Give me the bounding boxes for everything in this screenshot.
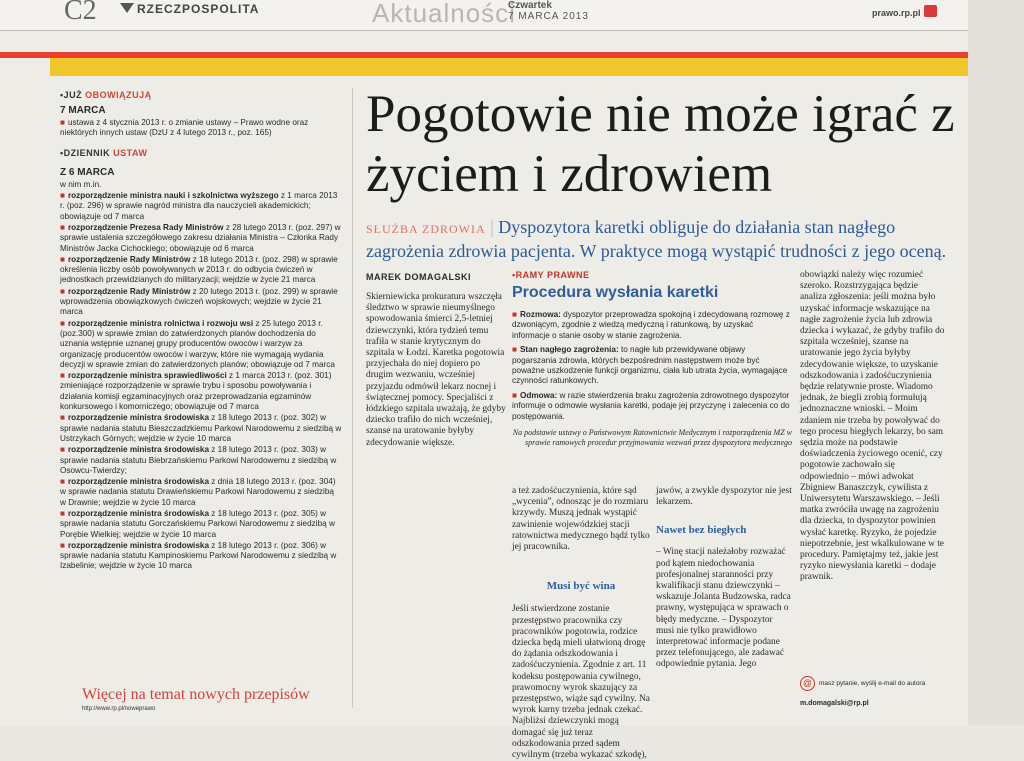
eagle-icon xyxy=(120,3,134,13)
box-paragraph: ■ Odmowa: w razie stwierdzenia braku zagrożenia zdrowotnego dyspozytor informuje o odmowie wysłania karetki, podaje jej przyczynę i zalecenia co do postępowania. xyxy=(512,390,790,421)
box-caption: Na podstawie ustawy o Państwowym Ratownictwie Medycznym i rozporządzenia MZ w sprawie ramowych procedur przyjmowania wezwań przez dyspozytora medycznego xyxy=(512,428,792,448)
law-item: ■ rozporządzenie Prezesa Rady Ministrów z 28 lutego 2013 r. (poz. 297) w sprawie ustalenia szczegółowego zakresu działania Ministra – Członka Rady Ministrów Jacka Cichockiego; obowiązuje od 6 marca xyxy=(60,222,341,253)
legal-box xyxy=(512,270,792,475)
feedback-line xyxy=(800,676,950,691)
feedback-text: masz pytanie, wyślij e-mail do autora xyxy=(819,680,926,688)
site-url: prawo.rp.pl xyxy=(872,8,921,18)
page-header xyxy=(0,0,1024,31)
law-item: ■ rozporządzenie ministra rolnictwa i rozwoju wsi z 25 lutego 2013 r. (poz.300) w sprawie zmian do zatwierdzonych planów dochodzenia do uznania wstępnie uznanej grupy producentów owoców i warzyw za organizację producentów owoców i warzyw, które nie wymagają wydania decyzji w sprawie zmian do zatwierdzonych planów; obowiązuje od 7 marca xyxy=(60,318,335,369)
law-item: ■ rozporządzenie ministra środowiska z 18 lutego 2013 r. (poz. 305) w sprawie nadania statutu Gorczańskiemu Parkowi Narodowemu z siedzibą w Porębie Wielkiej; wejdzie w życie 10 marca xyxy=(60,508,335,539)
page-edge xyxy=(968,0,1024,725)
law-item: ■ rozporządzenie ministra nauki i szkolnictwa wyższego z 1 marca 2013 r. (poz. 296) w sprawie nagród ministra dla nauczycieli akademickich; obowiązuje od 7 marca xyxy=(60,191,338,221)
sidebar-note: w nim m.in. xyxy=(60,179,102,189)
more-url[interactable]: http://www.rp.pl/noweprawo xyxy=(82,706,156,712)
law-item: ■ rozporządzenie Rady Ministrów z 20 lutego 2013 r. (poz. 299) w sprawie wprowadzenia obowiązkowych ćwiczeń wojskowych; wejdzie w życie 21 marca xyxy=(60,286,338,317)
yellow-band xyxy=(50,58,970,76)
box-heading: •RAMY PRAWNE xyxy=(512,270,590,280)
box-paragraph: ■ Rozmowa: dyspozytor przeprowadza spokojną i zdecydowaną rozmowę z dzwoniącym, zgodnie z wiedzą medyczną i ratunkową, by uzyskać informacje o stanie osoby w stanie zagrożenia. xyxy=(512,310,790,340)
subheading-1: Musi być wina xyxy=(546,580,616,593)
law-item: ■ rozporządzenie ministra środowiska z dnia 18 lutego 2013 r. (poz. 304) w sprawie nadania statutu Drawieńskiemu Parkowi Narodowemu z siedzibą w Drawnie; wejdzie w życie 10 marca xyxy=(60,477,336,507)
article-column-4: obowiązki należy więc rozumieć szeroko. Rozstrzygająca będzie analiza zgłoszenia: jeśli można było uzyskać informacje wskazujące na nagłe zagrożenie życia lub zdrowia dziecka i wykazać, że gdyby trafiło do szpitala wcześniej, szanse na uratowanie jego życia byłyby zdecydowanie większe, to uzyskanie odszkodowania i zadośćuczynienia będzie relatywnie proste. Wiadomo jednak, że biegli zrobią formułują jednoznaczne wnioski. – Moim zdaniem nie trzeba by powoływać do tego procesu biegłych lekarzy, bo sam sędzia może na podstawie doświadczenia życiowego ocenić, czy pogotowie zachowało się odpowiednio – mówi adwokat Zbigniew Banaszczyk, cywilista z Uniwersytetu Warszawskiego. – Jeśli matka zwróciła uwagę na zagrożeniu dla dziecka, to dyspozytor powinien wysłać karetkę. Ryzyko, że pojedzie niepotrzebnie, jest wkalkulowane w te procedury. Pamiętajmy też, jakie jest ryzyko niewysłania karetki – dodaje prawnik. xyxy=(800,270,945,583)
issue-date: 7 MARCA 2013 xyxy=(508,11,589,22)
law-item: ■ rozporządzenie Rady Ministrów z 18 lutego 2013 r. (poz. 298) w sprawie określenia liczby osób powoływanych w 2013 r. do odbycia ćwiczeń w jednostkach przewidzianych do militaryzacji; wejdzie w życie 21 marca xyxy=(60,254,338,285)
page-number: C2 xyxy=(64,0,97,26)
author-email[interactable]: m.domagalski@rp.pl xyxy=(800,700,869,707)
box-paragraph: ■ Stan nagłego zagrożenia: to nagłe lub przewidywane objawy pogarszania zdrowia, których bezpośrednim następstwem może być poważne uszkodzenie funkcji organizmu, ciała lub utrata życia, wymagające czynności ratunkowych. xyxy=(512,345,788,386)
sidebar-heading-a: •JUŻ OBOWIĄZUJĄ xyxy=(60,90,152,100)
column-text: – Winę stacji należałoby rozważać pod kątem niedochowania profesjonalnej staranności przy kwalifikacji stanu dziewczynki – wskazuje Jolanta Budzowska, radca prawny, występująca w sprawach o błędy medyczne. – Dyspozytor musi nie tylko prawidłowo interpretować informacje podane przez telefonującego, ale zadawać odpowiednie pytania. Jego xyxy=(656,547,791,670)
publication-label: RZECZPOSPOLITA xyxy=(137,2,260,16)
sidebar-date-a: 7 MARCA xyxy=(60,105,106,117)
law-item: ■ rozporządzenie ministra środowiska z 18 lutego 2013 r. (poz. 302) w sprawie nadania statutu Bieszczadzkiemu Parkowi Narodowemu z siedzibą w Ustrzykach Górnych; wejdzie w życie 10 marca xyxy=(60,413,342,443)
publication-name xyxy=(120,2,259,16)
article-column-2 xyxy=(512,486,650,761)
column-text: Jeśli stwierdzone zostanie przestępstwo pracownika czy pracowników pogotowia, rodzice dziecka będą mieli ułatwioną drogę do żądania odszkodowania i zadośćuczynienia. Zgodnie z art. 11 kodeksu postępowania cywilnego, prawomocny wyrok skazujący za przestępstwo, wiąże sąd cywilny. Na wyrok karny trzeba jednak czekać. Najbliżsi dziewczynki mogą domagać się już teraz odszkodowania przed sądem cywilnym (trzeba wykazać szkodę), xyxy=(512,604,650,761)
article-column-1: Skierniewicka prokuratura wszczęła śledztwo w sprawie nieumyślnego spowodowania śmierci 2,5-letniej dziewczynki, która tydzień temu trafiła w stanie krytycznym do szpitala w Łodzi. Karetka pogotowia przyjechała do niej dopiero po drugim wezwaniu, wcześniej przyjazdu odmówił lekarz nocnej i świątecznej pomocy. Specjaliści z łódzkiego szpitala uważają, że gdyby dziecko trafiło do nich wcześniej, szanse na uratowanie byłyby zdecydowanie większe. xyxy=(366,292,506,448)
article-author: MAREK DOMAGALSKI xyxy=(366,272,471,282)
section-title: Aktualności xyxy=(372,0,516,28)
law-item: ■ rozporządzenie ministra środowiska z 18 lutego 2013 r. (poz. 303) w sprawie nadania statutu Biebrzańskiemu Parkowi Narodowemu z siedzibą w Osowcu-Twierdzy; xyxy=(60,445,337,475)
law-list xyxy=(60,191,342,572)
law-item: ■ rozporządzenie ministra sprawiedliwości z 1 marca 2013 r. (poz. 301) zmieniające rozporządzenie w sprawie trybu i sposobu powoływania i działania komisji egzaminacyjnych oraz przeprowadzania egzaminów konkursowego i komorniczego; obowiązuje od 7 marca xyxy=(60,371,332,412)
at-icon: @ xyxy=(800,676,815,691)
article-column-3 xyxy=(656,486,792,671)
issue-day: Czwartek xyxy=(508,0,552,11)
box-title: Procedura wysłania karetki xyxy=(512,284,719,301)
column-text: jawów, a zwykle dyspozytor nie jest lekarzem. xyxy=(656,486,792,508)
sidebar-item: ■ ustawa z 4 stycznia 2013 r. o zmianie ustawy – Prawo wodne oraz niektórych innych ustaw (DzU z 4 lutego 2013 r., poz. 165) xyxy=(60,117,309,137)
column-text: a też zadośćuczynienia, które sąd „wycenia”, odnosząc je do rozmiaru krzywdy. Muszą jednak wystąpić zawinienie wojewódzkiej stacji ratownictwa medycznego bądź tylko jej pracownika. xyxy=(512,486,650,553)
mail-icon xyxy=(924,5,937,17)
more-link[interactable]: Więcej na temat nowych przepisów xyxy=(82,686,310,703)
article-title: Pogotowie nie może igrać z życiem i zdrowiem xyxy=(366,85,955,203)
article-lead: SŁUŻBA ZDROWIA | Dyspozytora karetki obliguje do działania stan nagłego zagrożenia zdrowia pacjenta. W praktyce mogą wystąpić trudności z jego oceną. xyxy=(366,217,947,261)
sidebar-heading-b: •DZIENNIK USTAW xyxy=(60,148,148,159)
subheading-2: Nawet bez biegłych xyxy=(656,524,747,537)
sidebar-date-b: Z 6 MARCA xyxy=(60,167,115,179)
sidebar-column xyxy=(60,90,342,573)
column-divider xyxy=(352,88,353,708)
law-item: ■ rozporządzenie ministra środowiska z 18 lutego 2013 r. (poz. 306) w sprawie nadania statutu Kampinoskiemu Parkowi Narodowemu z siedzibą w Izabelinie; wejdzie w życie 10 marca xyxy=(60,540,337,571)
